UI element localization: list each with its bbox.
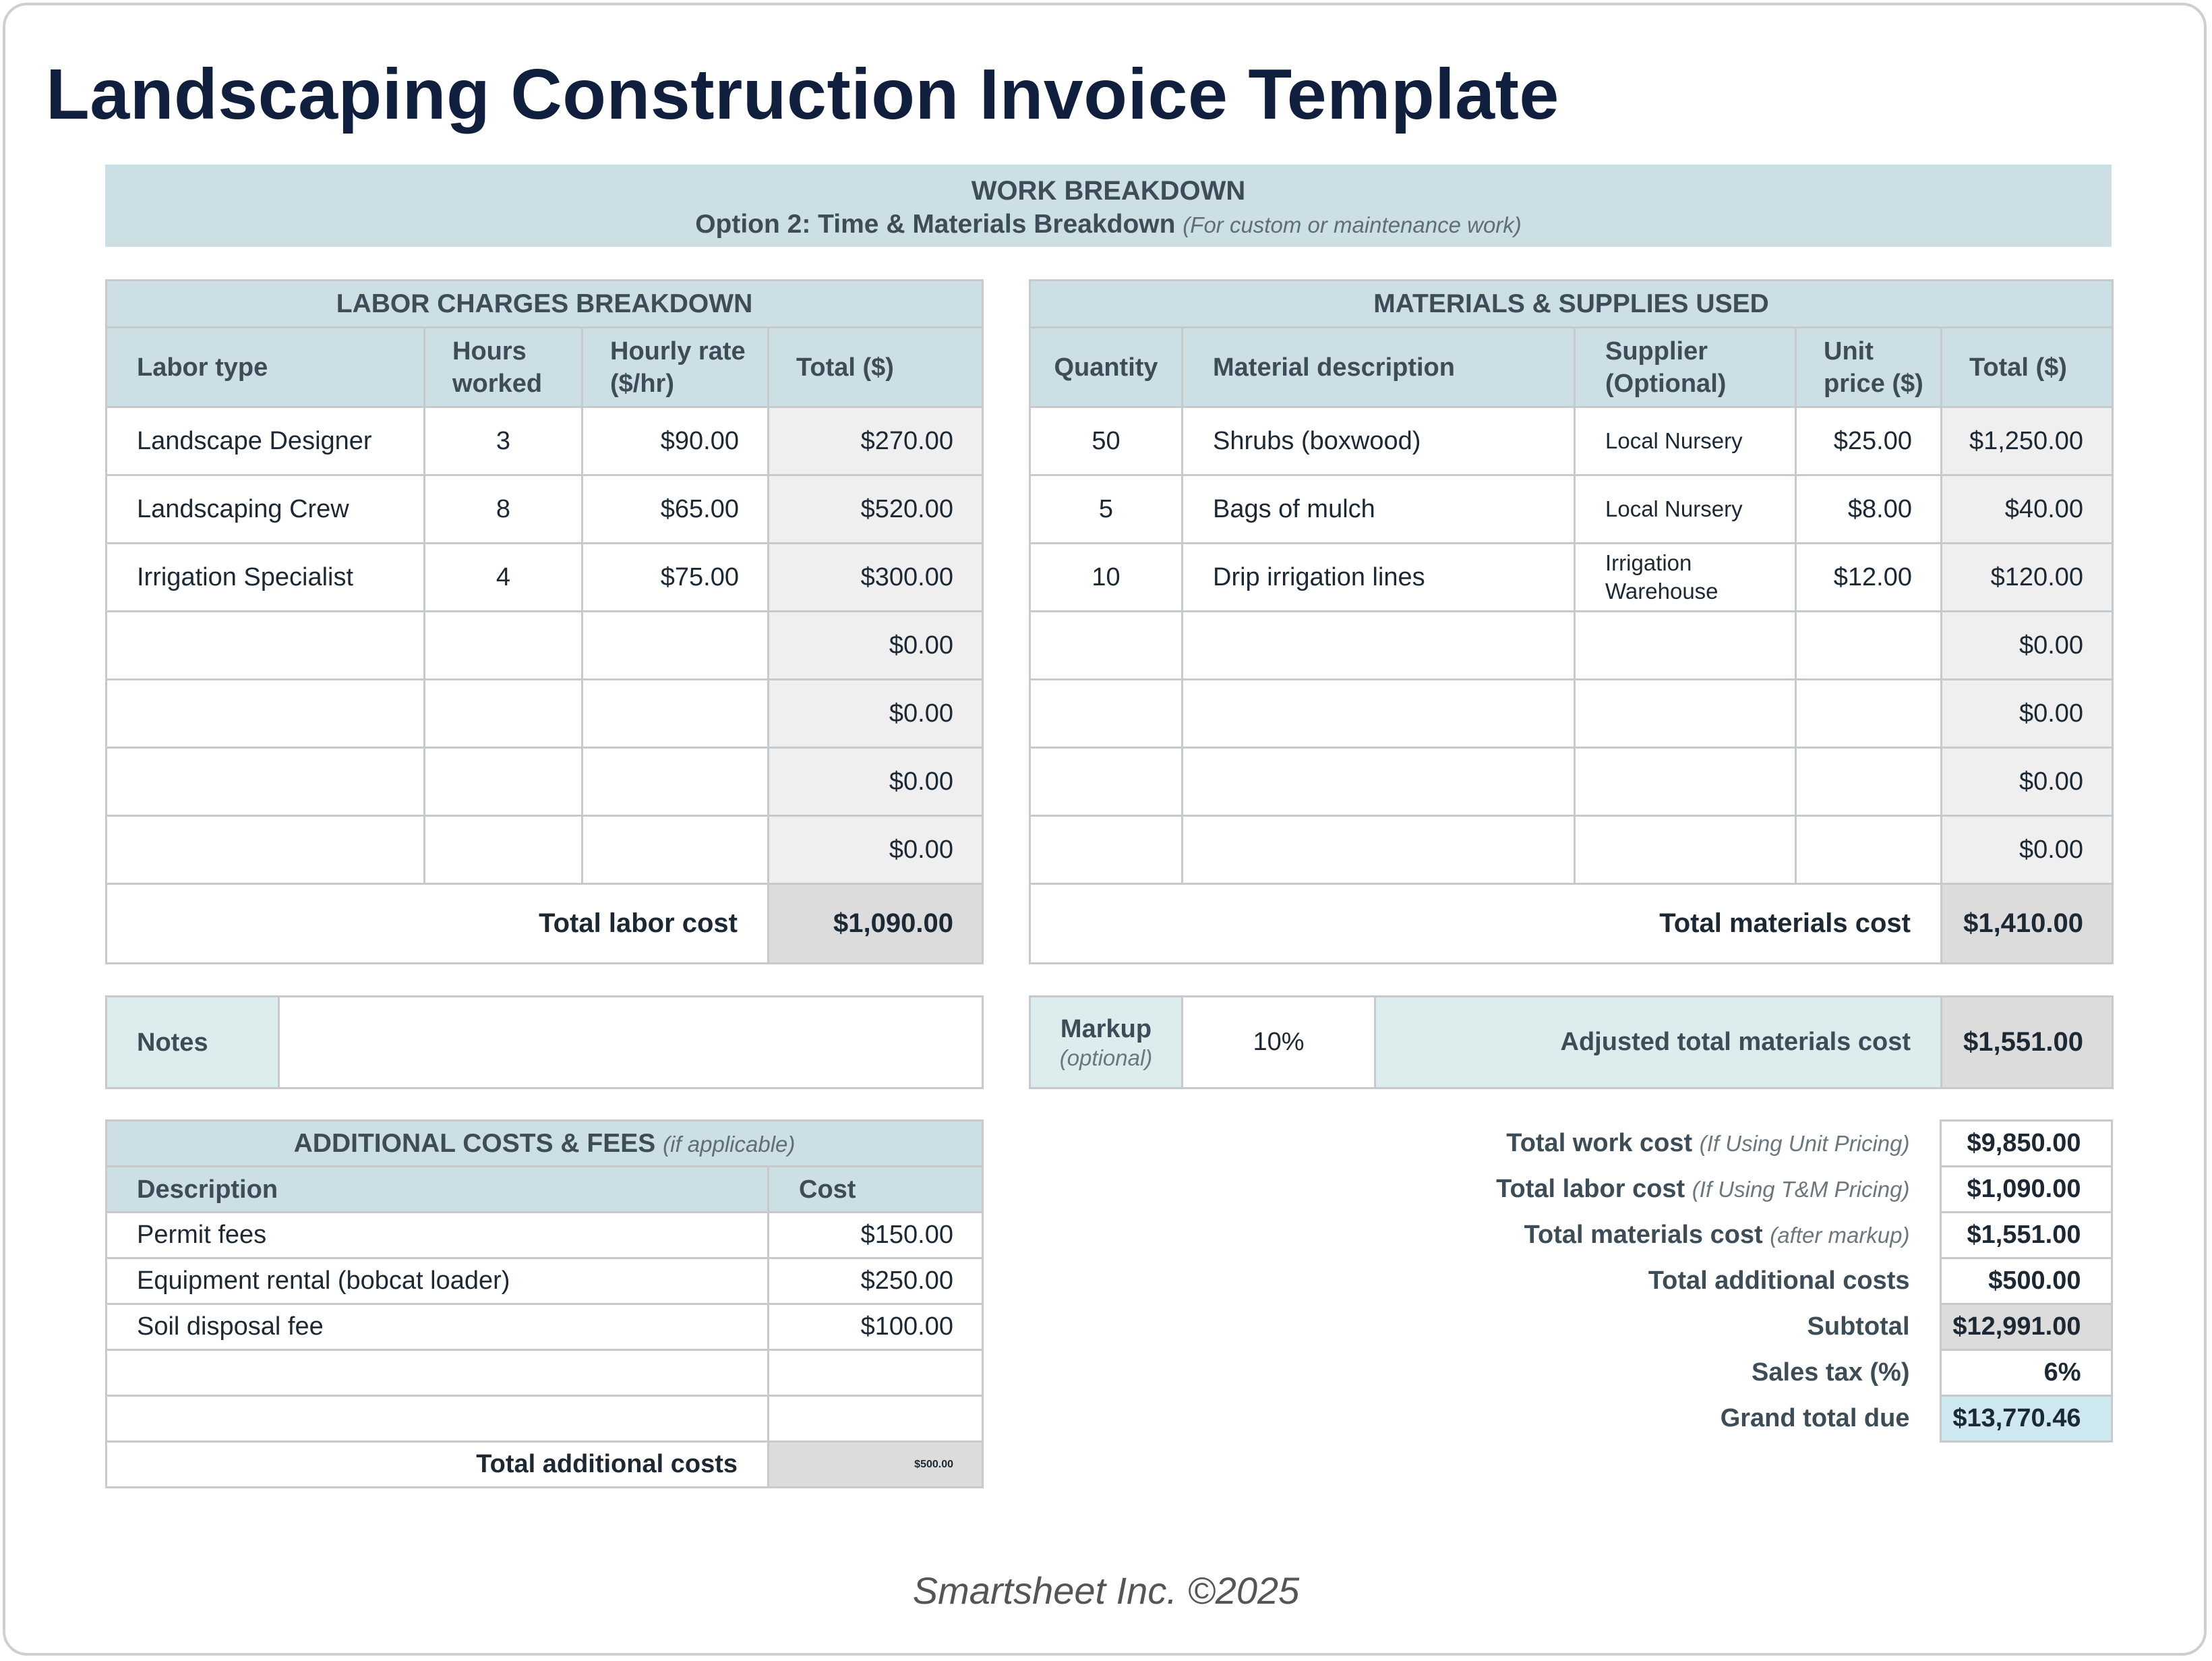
labor-row (107, 680, 983, 748)
summary-label-note: (after markup) (1770, 1223, 1910, 1248)
additional-row (107, 1258, 983, 1304)
summary-row (1029, 1350, 2112, 1396)
hours-cell[interactable] (425, 612, 582, 680)
notes-table (105, 995, 984, 1089)
labor-row-total: $520.00 (769, 475, 983, 544)
hours-cell[interactable] (425, 816, 582, 884)
labor-row-total: $0.00 (769, 748, 983, 816)
unit-price-cell[interactable] (1796, 816, 1942, 884)
summary-label (1029, 1396, 1940, 1442)
adjusted-materials-label: Adjusted total materials cost (1375, 997, 1942, 1088)
unit-price-cell[interactable]: $8.00 (1796, 475, 1942, 544)
materials-col-desc: Material description (1183, 328, 1575, 407)
labor-section-title: LABOR CHARGES BREAKDOWN (107, 281, 983, 328)
labor-col-hours: Hours worked (425, 328, 582, 407)
summary-label (1029, 1350, 1940, 1396)
additional-title-note: (if applicable) (663, 1131, 796, 1157)
labor-row (107, 612, 983, 680)
labor-row (107, 407, 983, 475)
materials-section-title: MATERIALS & SUPPLIES USED (1030, 281, 2113, 328)
additional-row (107, 1350, 983, 1396)
supplier-cell[interactable]: Local Nursery (1575, 407, 1796, 475)
labor-table (105, 279, 984, 964)
rate-cell[interactable]: $90.00 (582, 407, 769, 475)
material-desc-cell[interactable] (1183, 680, 1575, 748)
hours-cell[interactable] (425, 680, 582, 748)
summary-label (1029, 1213, 1940, 1258)
summary-row (1029, 1396, 2112, 1442)
additional-desc-cell[interactable] (107, 1396, 769, 1442)
banner-note: (For custom or maintenance work) (1183, 212, 1522, 237)
material-desc-cell[interactable]: Bags of mulch (1183, 475, 1575, 544)
labor-col-total: Total ($) (769, 328, 983, 407)
additional-row (107, 1213, 983, 1258)
materials-col-unit: Unit price ($) (1796, 328, 1942, 407)
summary-label-text: Subtotal (1807, 1312, 1910, 1341)
adjusted-materials-value: $1,551.00 (1942, 997, 2113, 1088)
supplier-cell[interactable] (1575, 816, 1796, 884)
unit-price-cell[interactable]: $25.00 (1796, 407, 1942, 475)
unit-price-cell[interactable]: $12.00 (1796, 544, 1942, 612)
summary-label (1029, 1258, 1940, 1304)
additional-cost-cell[interactable] (769, 1396, 983, 1442)
quantity-cell[interactable]: 10 (1030, 544, 1183, 612)
labor-total-label: Total labor cost (107, 884, 769, 964)
material-desc-cell[interactable]: Drip irrigation lines (1183, 544, 1575, 612)
materials-table (1029, 279, 2114, 964)
quantity-cell[interactable] (1030, 748, 1183, 816)
summary-value[interactable]: 6% (1940, 1350, 2112, 1396)
rate-cell[interactable]: $75.00 (582, 544, 769, 612)
summary-value: $13,770.46 (1940, 1396, 2112, 1442)
rate-cell[interactable] (582, 748, 769, 816)
materials-total-label: Total materials cost (1030, 884, 1942, 964)
summary-label-text: Grand total due (1720, 1404, 1910, 1432)
labor-type-cell[interactable]: Irrigation Specialist (107, 544, 425, 612)
footer-copyright: Smartsheet Inc. ©2025 (912, 1569, 1300, 1612)
labor-row-total: $270.00 (769, 407, 983, 475)
notes-field[interactable] (279, 997, 983, 1088)
summary-table (1029, 1119, 2113, 1443)
materials-col-supplier: Supplier (Optional) (1575, 328, 1796, 407)
hours-cell[interactable] (425, 748, 582, 816)
materials-col-qty: Quantity (1030, 328, 1183, 407)
notes-label: Notes (107, 997, 279, 1088)
quantity-cell[interactable] (1030, 680, 1183, 748)
rate-cell[interactable]: $65.00 (582, 475, 769, 544)
summary-label-text: Total materials cost (1524, 1221, 1763, 1249)
additional-section-title (107, 1121, 983, 1167)
materials-row-total: $1,250.00 (1942, 407, 2113, 475)
labor-type-cell[interactable] (107, 612, 425, 680)
supplier-cell[interactable] (1575, 680, 1796, 748)
hours-cell[interactable]: 8 (425, 475, 582, 544)
summary-label (1029, 1304, 1940, 1350)
unit-price-cell[interactable] (1796, 680, 1942, 748)
additional-total-value: $500.00 (769, 1442, 983, 1488)
materials-total-value: $1,410.00 (1942, 884, 2113, 964)
banner-option: Option 2: Time & Materials Breakdown (695, 210, 1176, 239)
markup-sublabel: (optional) (1059, 1045, 1153, 1070)
summary-row (1029, 1167, 2112, 1213)
banner-subheading (105, 208, 2112, 242)
labor-row-total: $0.00 (769, 612, 983, 680)
banner-heading: WORK BREAKDOWN (971, 176, 1246, 206)
unit-price-cell[interactable] (1796, 748, 1942, 816)
rate-cell[interactable] (582, 680, 769, 748)
summary-value: $1,551.00 (1940, 1213, 2112, 1258)
additional-col-cost: Cost (769, 1167, 983, 1213)
rate-cell[interactable] (582, 816, 769, 884)
quantity-cell[interactable]: 5 (1030, 475, 1183, 544)
additional-cost-cell[interactable]: $150.00 (769, 1213, 983, 1258)
labor-row (107, 816, 983, 884)
summary-label-note: (If Using T&M Pricing) (1692, 1177, 1910, 1202)
summary-row (1029, 1304, 2112, 1350)
hours-cell[interactable]: 3 (425, 407, 582, 475)
supplier-cell[interactable] (1575, 748, 1796, 816)
additional-costs-table (105, 1119, 984, 1488)
additional-row (107, 1304, 983, 1350)
additional-total-label: Total additional costs (107, 1442, 769, 1488)
labor-row-total: $0.00 (769, 680, 983, 748)
summary-label-text: Total labor cost (1496, 1175, 1685, 1203)
material-desc-cell[interactable]: Shrubs (boxwood) (1183, 407, 1575, 475)
quantity-cell[interactable] (1030, 612, 1183, 680)
materials-col-total: Total ($) (1942, 328, 2113, 407)
material-desc-cell[interactable] (1183, 612, 1575, 680)
markup-label: Markup (1060, 1014, 1152, 1043)
additional-desc-cell[interactable]: Permit fees (107, 1213, 769, 1258)
markup-value[interactable]: 10% (1183, 997, 1375, 1088)
additional-cost-cell[interactable]: $250.00 (769, 1258, 983, 1304)
summary-value: $500.00 (1940, 1258, 2112, 1304)
materials-row (1030, 544, 2113, 612)
summary-value: $1,090.00 (1940, 1167, 2112, 1213)
supplier-cell[interactable]: Local Nursery (1575, 475, 1796, 544)
materials-row-total: $0.00 (1942, 816, 2113, 884)
additional-cost-cell[interactable]: $100.00 (769, 1304, 983, 1350)
labor-row (107, 544, 983, 612)
materials-row (1030, 475, 2113, 544)
additional-row (107, 1396, 983, 1442)
summary-label (1029, 1167, 1940, 1213)
additional-cost-cell[interactable] (769, 1350, 983, 1396)
materials-row-total: $40.00 (1942, 475, 2113, 544)
additional-desc-cell[interactable]: Soil disposal fee (107, 1304, 769, 1350)
labor-row-total: $300.00 (769, 544, 983, 612)
material-desc-cell[interactable] (1183, 748, 1575, 816)
materials-row (1030, 680, 2113, 748)
summary-label (1029, 1121, 1940, 1167)
materials-row-total: $0.00 (1942, 748, 2113, 816)
markup-table (1029, 995, 2114, 1089)
labor-row-total: $0.00 (769, 816, 983, 884)
summary-value: $9,850.00 (1940, 1121, 2112, 1167)
additional-title-text: ADDITIONAL COSTS & FEES (293, 1128, 656, 1158)
work-breakdown-banner (105, 165, 2112, 247)
labor-type-cell[interactable]: Landscape Designer (107, 407, 425, 475)
materials-row (1030, 816, 2113, 884)
hours-cell[interactable]: 4 (425, 544, 582, 612)
page-title: Landscaping Construction Invoice Template (46, 55, 1559, 134)
markup-label-cell (1030, 997, 1183, 1088)
summary-value: $12,991.00 (1940, 1304, 2112, 1350)
materials-row (1030, 407, 2113, 475)
labor-col-rate: Hourly rate ($/hr) (582, 328, 769, 407)
material-desc-cell[interactable] (1183, 816, 1575, 884)
materials-row-total: $120.00 (1942, 544, 2113, 612)
labor-row (107, 475, 983, 544)
quantity-cell[interactable] (1030, 816, 1183, 884)
materials-row (1030, 612, 2113, 680)
labor-row (107, 748, 983, 816)
supplier-cell[interactable]: Irrigation Warehouse (1575, 544, 1796, 612)
labor-col-type: Labor type (107, 328, 425, 407)
summary-label-text: Sales tax (%) (1752, 1358, 1910, 1387)
labor-type-cell[interactable]: Landscaping Crew (107, 475, 425, 544)
supplier-cell[interactable] (1575, 612, 1796, 680)
additional-desc-cell[interactable] (107, 1350, 769, 1396)
labor-type-cell[interactable] (107, 680, 425, 748)
materials-row (1030, 748, 2113, 816)
additional-col-desc: Description (107, 1167, 769, 1213)
summary-row (1029, 1258, 2112, 1304)
summary-label-note: (If Using Unit Pricing) (1699, 1131, 1910, 1156)
rate-cell[interactable] (582, 612, 769, 680)
summary-label-text: Total work cost (1506, 1129, 1693, 1157)
labor-total-value: $1,090.00 (769, 884, 983, 964)
unit-price-cell[interactable] (1796, 612, 1942, 680)
labor-type-cell[interactable] (107, 748, 425, 816)
labor-type-cell[interactable] (107, 816, 425, 884)
additional-desc-cell[interactable]: Equipment rental (bobcat loader) (107, 1258, 769, 1304)
quantity-cell[interactable]: 50 (1030, 407, 1183, 475)
summary-row (1029, 1213, 2112, 1258)
summary-row (1029, 1121, 2112, 1167)
summary-label-text: Total additional costs (1648, 1266, 1910, 1295)
materials-row-total: $0.00 (1942, 680, 2113, 748)
materials-row-total: $0.00 (1942, 612, 2113, 680)
